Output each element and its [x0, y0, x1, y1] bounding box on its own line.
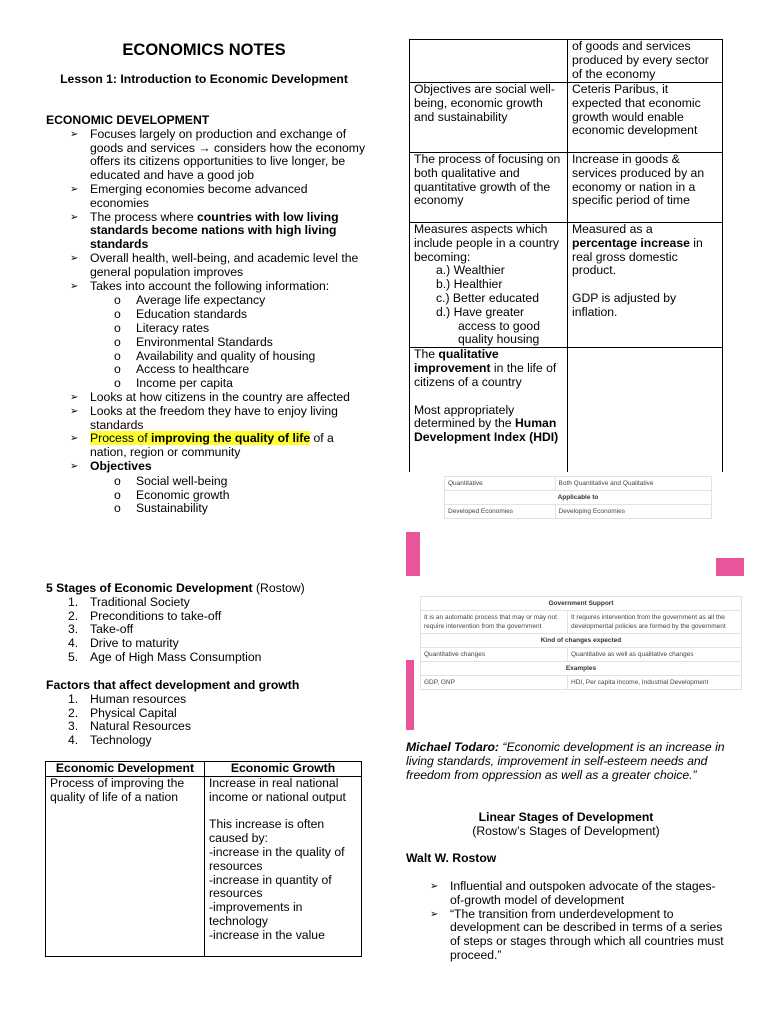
image-cell: HDI, Per capita Income, Industrial Development — [568, 676, 742, 690]
arrow-bullet-icon: ➢ — [70, 405, 79, 417]
arrow-bullet-icon: ➢ — [70, 460, 79, 472]
list-item: ➢ “The transition from underdevelopment to development can be described in terms of a series of steps or stages through which all countries must proceed.” — [430, 906, 724, 962]
table-header: Economic Growth — [205, 762, 362, 777]
arrow-bullet-icon: ➢ — [430, 881, 439, 892]
list-item: 2. Preconditions to take-off — [68, 608, 222, 623]
list-item: ➢ The process where countries with low living standards become nations with high living standards — [70, 209, 339, 252]
pink-accent-bar — [716, 558, 744, 576]
list-item: o Sustainability — [114, 501, 208, 516]
list-item: o Social well-being — [114, 473, 228, 488]
comparison-image-2 — [406, 590, 744, 730]
info-list — [46, 294, 366, 391]
econ-dev-heading: ECONOMIC DEVELOPMENT — [46, 113, 210, 127]
econ-dev-list — [46, 128, 366, 516]
circle-bullet-icon: o — [114, 348, 121, 363]
list-item: 4. Technology — [68, 733, 152, 748]
list-item: 1. Traditional Society — [68, 594, 190, 609]
list-item: 2. Physical Capital — [68, 705, 177, 720]
list-item: o Literacy rates — [114, 320, 210, 335]
table-cell: Process of improving the quality of life of a nation — [46, 776, 205, 956]
image-cell: Both Quantitative and Qualitative — [555, 477, 712, 491]
image-cell: Developing Economies — [555, 505, 712, 519]
pink-accent-bar — [406, 660, 414, 730]
table-cell: Ceteris Paribus, it expected that economic growth would enable economic development — [568, 83, 723, 153]
circle-bullet-icon: o — [114, 334, 121, 349]
list-item: ➢ Overall health, well-being, and academic level the general population improves — [70, 250, 359, 279]
table-cell: Measured as a percentage increase in real gross domestic product. GDP is adjusted by inflation. — [568, 223, 723, 348]
list-item: o Income per capita — [114, 376, 233, 391]
list-item: 4. Drive to maturity — [68, 636, 179, 651]
list-item: o Education standards — [114, 307, 248, 322]
right-comparison-table — [409, 39, 723, 473]
list-item: ➢ Looks at how citizens in the country are affected — [70, 389, 350, 404]
list-item: 5. Age of High Mass Consumption — [68, 649, 262, 664]
circle-bullet-icon: o — [114, 501, 121, 516]
circle-bullet-icon: o — [114, 487, 121, 502]
list-item: ➢ Influential and outspoken advocate of the stages-of-growth model of development — [430, 879, 716, 907]
stages-list — [46, 596, 366, 665]
image-cell: GDP, GNP — [421, 676, 568, 690]
arrow-bullet-icon: ➢ — [70, 211, 79, 223]
list-item: 1. Human resources — [68, 691, 187, 706]
table-cell: Increase in goods & services produced by an economy or nation in a specific period of time — [568, 153, 723, 223]
image-cell: It is an automatic process that may or may not require intervention from the government — [421, 611, 568, 634]
list-item: ➢ Takes into account the following information: o Average life expectancy o Education standards o Literacy rates o Environmental Standards o Availability and quality of housing o Access to healthcare o Income per capita — [46, 280, 366, 391]
circle-bullet-icon: o — [114, 362, 121, 377]
image-header: Government Support — [421, 597, 742, 611]
list-item: ➢ Emerging economies become advanced economies — [70, 181, 308, 210]
list-item: o Environmental Standards — [114, 334, 273, 349]
image-cell: Quantitative — [445, 477, 556, 491]
table-cell: The process of focusing on both qualitative and quantitative growth of the economy — [410, 153, 568, 223]
table-cell: The qualitative improvement in the life of citizens of a country Most appropriately determined by the Human Development Index (HDI) — [410, 348, 568, 473]
todaro-quote: Michael Todaro: “Economic development is an increase in living standards, improvement in self-esteem needs and freedom from oppression as well as a greater choice.” — [406, 740, 725, 782]
table-cell — [410, 40, 568, 83]
page-title: ECONOMICS NOTES — [122, 41, 286, 59]
list-item: o Economic growth — [114, 487, 230, 502]
table-cell — [568, 348, 723, 473]
table-cell: Objectives are social well-being, economic growth and sustainability — [410, 83, 568, 153]
comparison-image-1 — [406, 472, 744, 576]
arrow-bullet-icon: ➢ — [70, 280, 79, 292]
image-cell: Quantitative changes — [421, 648, 568, 662]
circle-bullet-icon: o — [114, 293, 121, 308]
factors-list — [46, 693, 366, 748]
lesson-title: Lesson 1: Introduction to Economic Development — [60, 72, 348, 86]
image-cell: It requires intervention from the government as all the developmental policies are formed by the government — [568, 611, 742, 634]
stages-section — [46, 582, 366, 665]
image-header: Applicable to — [445, 491, 712, 505]
image-header: Kind of changes expected — [421, 634, 742, 648]
list-item: ➢ Focuses largely on production and exchange of goods and services → considers how the economy offers its citizens opportunities to live longer, be educated and have a good job — [70, 126, 366, 183]
table-header: Economic Development — [46, 762, 205, 777]
circle-bullet-icon: o — [114, 473, 121, 488]
circle-bullet-icon: o — [114, 320, 121, 335]
factors-heading: Factors that affect development and growth — [46, 678, 300, 692]
list-item: o Access to healthcare — [114, 362, 250, 377]
circle-bullet-icon: o — [114, 307, 121, 322]
list-item: 3. Take-off — [68, 622, 134, 637]
list-item: 3. Natural Resources — [68, 719, 191, 734]
linear-stages-heading: Linear Stages of Development (Rostow’s Stages of Development) — [472, 810, 660, 838]
circle-bullet-icon: o — [114, 376, 121, 391]
arrow-bullet-icon: ➢ — [70, 252, 79, 264]
rostow-list — [406, 880, 728, 963]
econ-dev-section — [46, 114, 366, 516]
image-cell: Developed Economies — [445, 505, 556, 519]
table-cell: of goods and services produced by every sector of the economy — [568, 40, 723, 83]
image-header: Examples — [421, 662, 742, 676]
arrow-bullet-icon: ➢ — [70, 183, 79, 195]
factors-section — [46, 679, 366, 748]
pink-accent-bar — [406, 532, 420, 576]
arrow-bullet-icon: ➢ — [430, 908, 439, 920]
list-item: ➢ Objectives o Social well-being o Economic growth o Sustainability — [46, 460, 366, 516]
stages-heading: 5 Stages of Economic Development (Rostow) — [46, 581, 305, 595]
list-item: o Availability and quality of housing — [114, 348, 316, 363]
table-cell: Increase in real national income or national output This increase is often caused by: -increase in the quality of resources -increase in quantity of resources -improvements in technology -increase in the value — [205, 776, 362, 956]
list-item: ➢ Process of improving the quality of life of a nation, region or community — [70, 431, 334, 460]
table-cell: Measures aspects which include people in a country becoming: a.) Wealthier b.) Healthier c.) Better educated d.) Have greater access to good quality housing — [410, 223, 568, 348]
objectives-list — [46, 475, 366, 516]
arrow-bullet-icon: ➢ — [70, 433, 79, 445]
image-cell: Quantitative as well as qualitative changes — [568, 648, 742, 662]
list-item: o Average life expectancy — [114, 293, 266, 308]
list-item: ➢ Looks at the freedom they have to enjoy living standards — [70, 403, 338, 432]
arrow-bullet-icon: ➢ — [70, 128, 79, 140]
arrow-bullet-icon: ➢ — [70, 391, 79, 403]
rostow-name: Walt W. Rostow — [406, 851, 497, 865]
comparison-table — [45, 761, 362, 957]
